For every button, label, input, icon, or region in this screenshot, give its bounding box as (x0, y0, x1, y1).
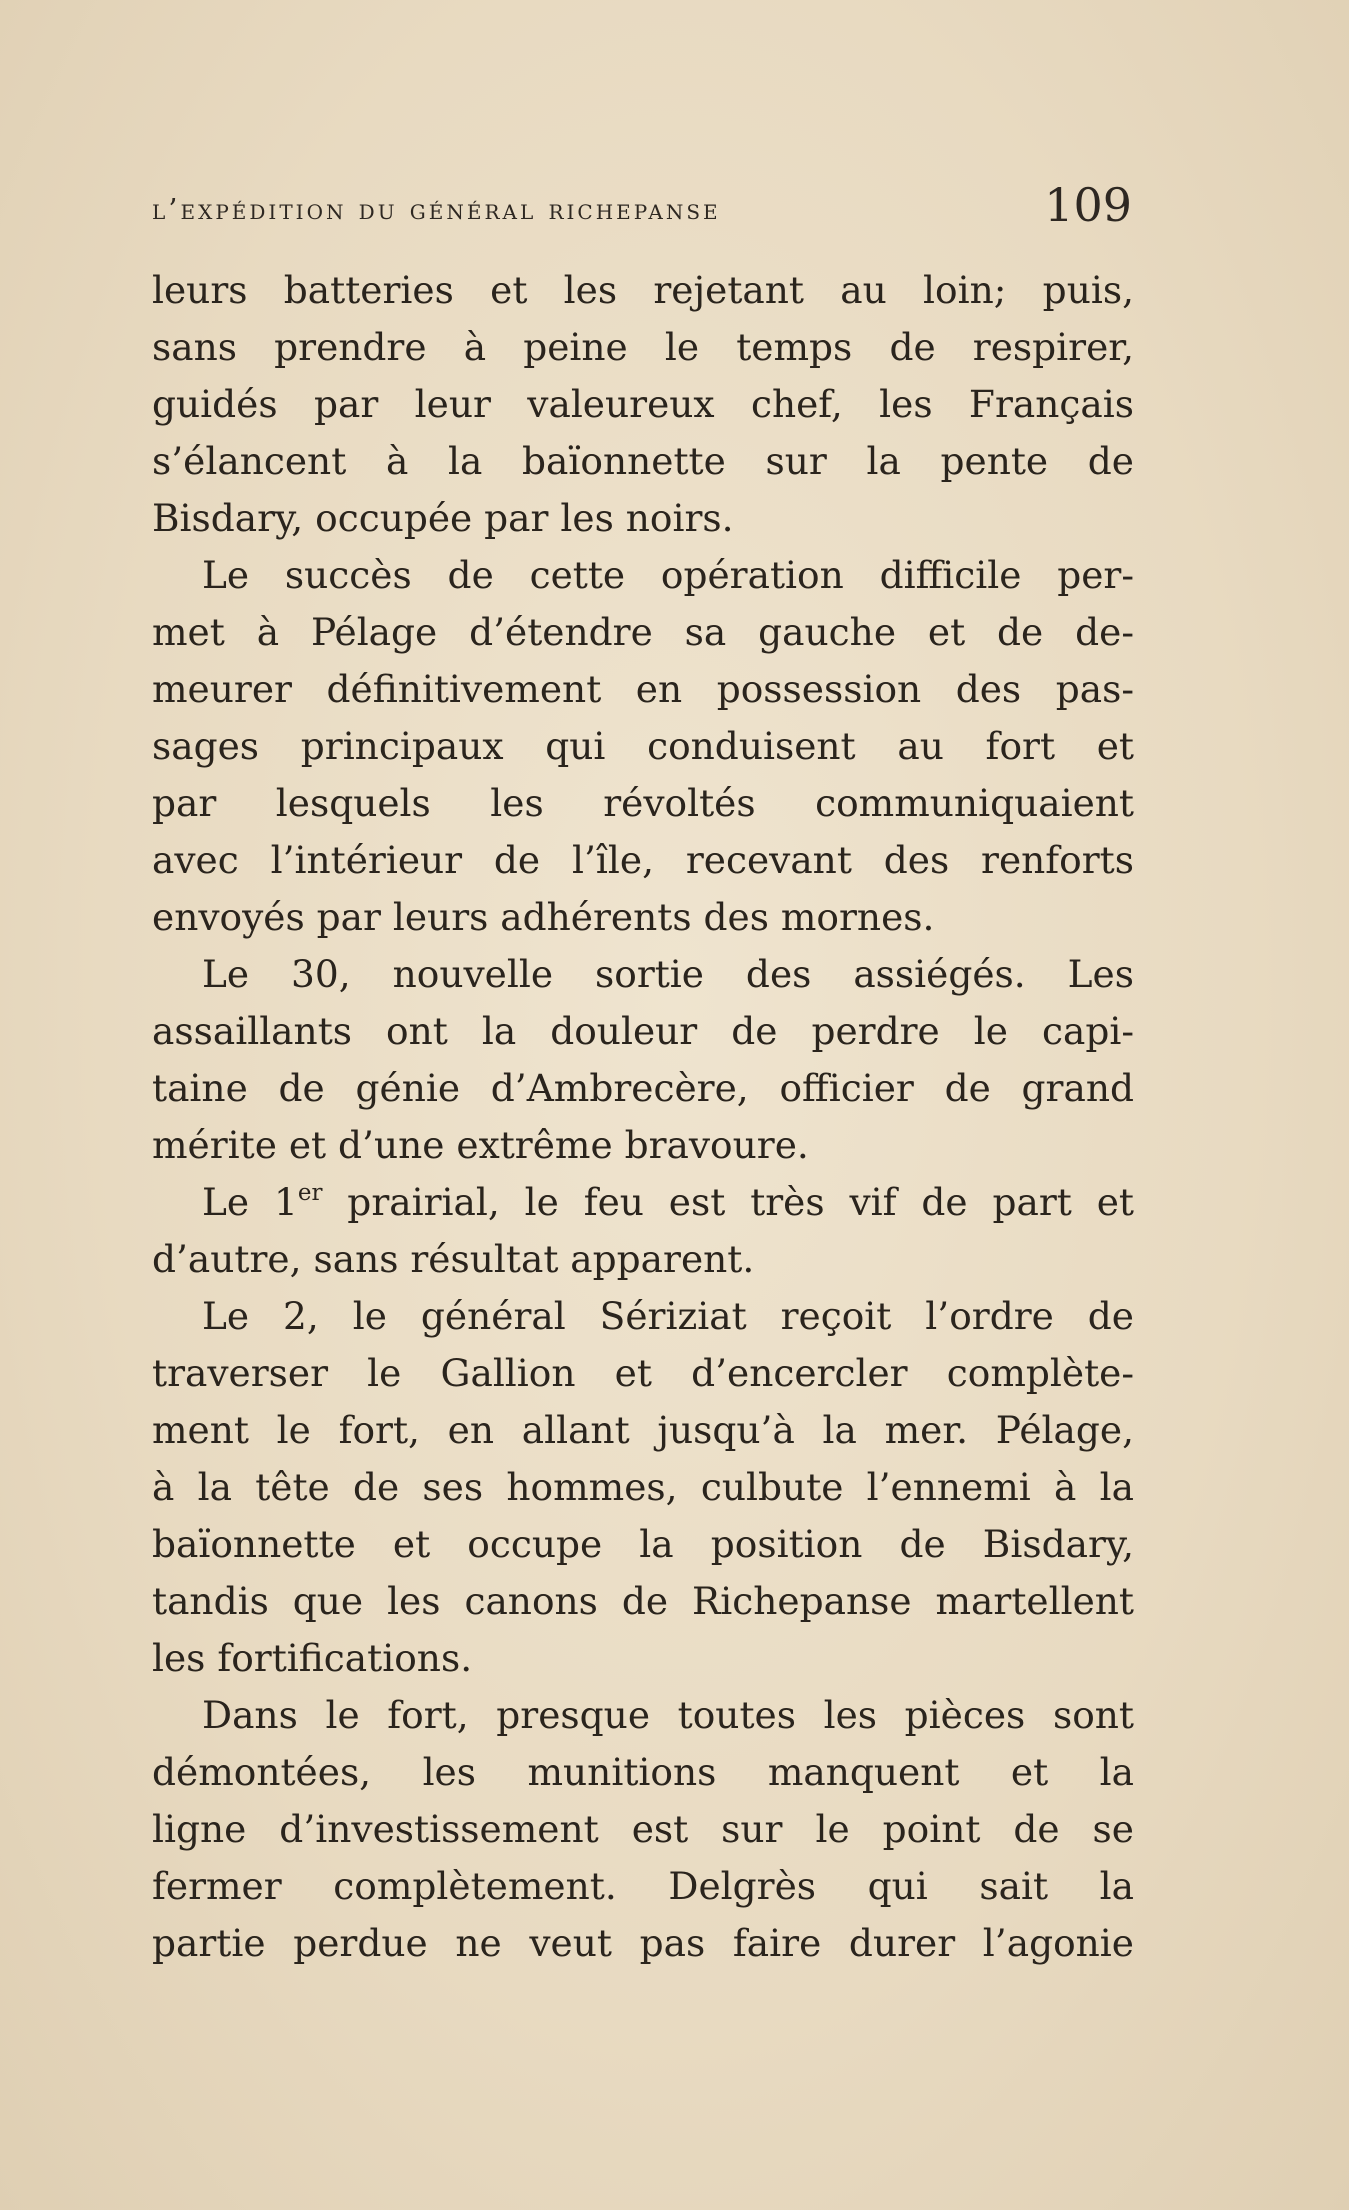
text-line: s’élancent à la baïonnette sur la pente de (152, 439, 1134, 483)
text-line: sages principaux qui conduisent au fort et (152, 724, 1134, 768)
text-line: à la tête de ses hommes, culbute l’ennemi à la (152, 1465, 1134, 1509)
text-line: traverser le Gallion et d’encercler complète- (152, 1351, 1134, 1395)
text-line: guidés par leur valeureux chef, les Français (152, 382, 1134, 426)
text-line: tandis que les canons de Richepanse martellent (152, 1579, 1134, 1623)
text-line: meurer définitivement en possession des pas- (152, 667, 1134, 711)
text-line: par lesquels les révoltés communiquaient (152, 781, 1134, 825)
paragraph-first-line (152, 1174, 1134, 1231)
text-line: d’autre, sans résultat apparent. (152, 1237, 755, 1281)
text-line: met à Pélage d’étendre sa gauche et de de- (152, 610, 1134, 654)
paragraph-first-line: Le succès de cette opération difficile per- (202, 553, 1134, 597)
paragraph-first-line: Dans le fort, presque toutes les pièces sont (202, 1693, 1134, 1737)
page-header (152, 178, 1142, 248)
text-line: envoyés par leurs adhérents des mornes. (152, 895, 935, 939)
paragraph-first-line: Le 2, le général Sériziat reçoit l’ordre de (202, 1294, 1134, 1338)
text-line: ligne d’investissement est sur le point de se (152, 1807, 1134, 1851)
ordinal-superscript: er (297, 1180, 323, 1206)
paragraph-first-line: Le 30, nouvelle sortie des assiégés. Les (202, 952, 1134, 996)
running-head: l’expédition du général richepanse (152, 192, 721, 226)
text-line: démontées, les munitions manquent et la (152, 1750, 1134, 1794)
text-line: les fortifications. (152, 1636, 473, 1680)
text-line: partie perdue ne veut pas faire durer l’agonie (152, 1921, 1134, 1965)
body-text (152, 262, 1134, 1972)
page-number: 109 (1044, 178, 1132, 232)
text-fragment: Le 1 (202, 1180, 298, 1224)
text-line: mérite et d’une extrême bravoure. (152, 1123, 809, 1167)
text-line: ment le fort, en allant jusqu’à la mer. Pélage, (152, 1408, 1134, 1452)
text-line: fermer complètement. Delgrès qui sait la (152, 1864, 1134, 1908)
text-line: leurs batteries et les rejetant au loin; puis, (152, 268, 1134, 312)
text-line: assaillants ont la douleur de perdre le capi- (152, 1009, 1134, 1053)
text-line: Bisdary, occupée par les noirs. (152, 496, 734, 540)
text-line: sans prendre à peine le temps de respirer, (152, 325, 1134, 369)
text-line: taine de génie d’Ambrecère, officier de grand (152, 1066, 1134, 1110)
text-line: avec l’intérieur de l’île, recevant des renforts (152, 838, 1134, 882)
text-line: baïonnette et occupe la position de Bisdary, (152, 1522, 1134, 1566)
text-fragment: prairial, le feu est très vif de part et (322, 1180, 1134, 1224)
